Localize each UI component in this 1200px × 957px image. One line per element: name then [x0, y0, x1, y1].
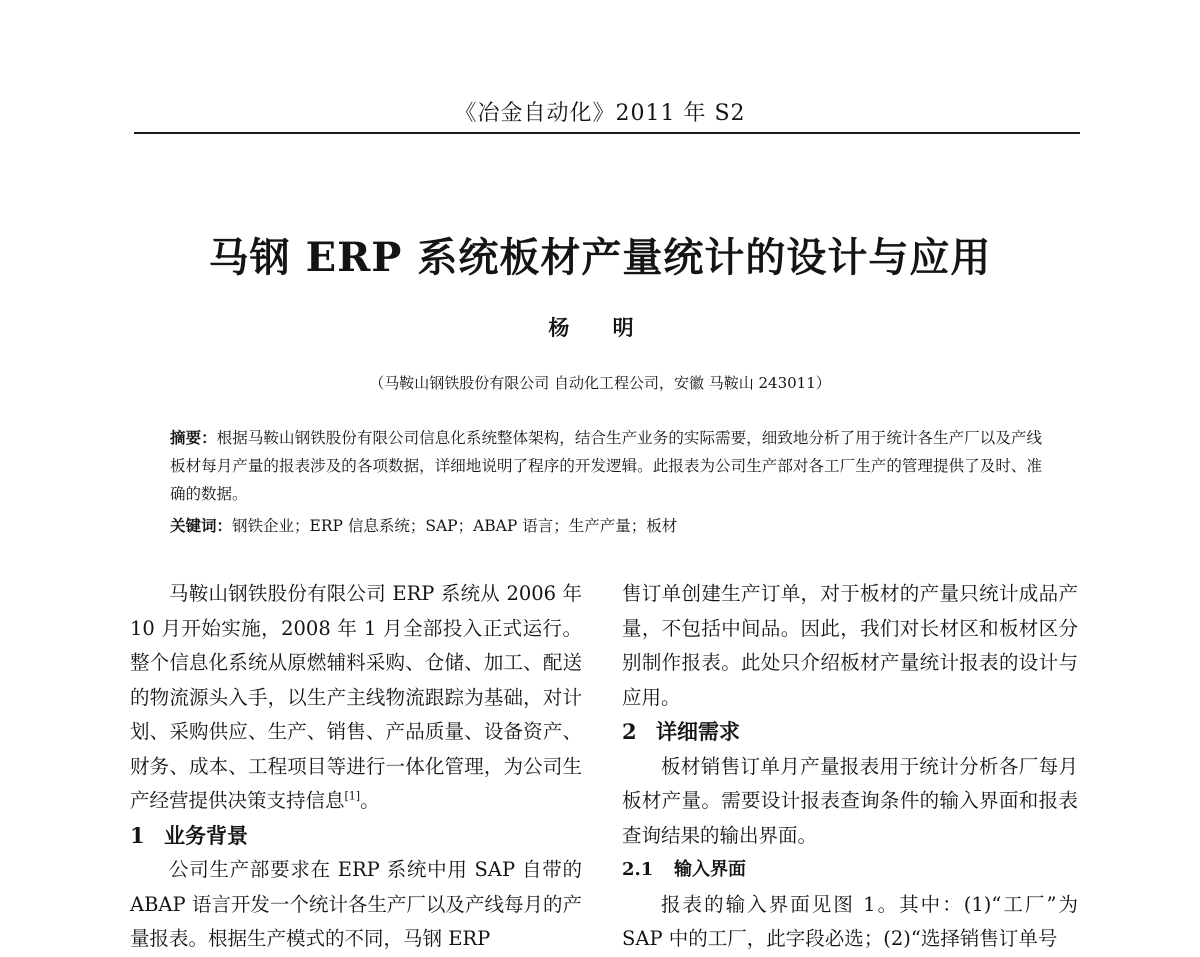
section-2-paragraph: 板材销售订单月产量报表用于统计分析各厂每月板材产量。需要设计报表查询条件的输入界面和报表查询结果的输出界面。	[622, 754, 1078, 847]
citation-ref: [1]	[344, 789, 361, 803]
section-2-1-paragraph: 报表的输入界面见图 1。其中：(1)“工厂”为 SAP 中的工厂，此字段必选；(2)“选择销售订单号	[622, 892, 1078, 950]
section-1-title: 业务背景	[164, 822, 248, 848]
section-2-1-title: 输入界面	[674, 859, 746, 880]
keywords-text: 钢铁企业；ERP 信息系统；SAP；ABAP 语言；生产产量；板材	[232, 517, 678, 535]
abstract	[170, 424, 1042, 508]
intro-paragraph	[130, 577, 582, 819]
intro-text: 马鞍山钢铁股份有限公司 ERP 系统从 2006 年 10 月开始实施，2008 年 1 月全部投入正式运行。整个信息化系统从原燃辅料采购、仓储、加工、配送的物流源头入手，以生产主线物流跟踪为基础，对计划、采购供应、生产、销售、产品质量、设备资产、财务、成本、工程项目等进行一体化管理，为公司生产经营提供决策支持信息	[130, 582, 582, 812]
journal-header: 《冶金自动化》2011 年 S2	[454, 101, 746, 126]
intro-end: 。	[360, 789, 380, 812]
section-1-paragraph: 公司生产部要求在 ERP 系统中用 SAP 自带的 ABAP 语言开发一个统计各生产厂以及产线每月的产量报表。根据生产模式的不同，马钢 ERP	[130, 858, 582, 950]
header-rule	[134, 132, 1080, 134]
author: 杨 明	[548, 315, 652, 340]
section-1-heading	[130, 819, 582, 854]
paper-title: 马钢 ERP 系统板材产量统计的设计与应用	[208, 234, 992, 281]
section-2-1-heading	[622, 853, 1078, 888]
section-2-1-number: 2.1	[622, 859, 654, 880]
right-column	[622, 577, 1078, 957]
keywords	[170, 512, 1042, 540]
left-column	[130, 577, 582, 957]
abstract-text: 根据马鞍山钢铁股份有限公司信息化系统整体架构，结合生产业务的实际需要，细致地分析了用于统计各生产厂以及产线板材每月产量的报表涉及的各项数据，详细地说明了程序的开发逻辑。此报表为公司生产部对各工厂生产的管理提供了及时、准确的数据。	[170, 429, 1042, 503]
section-2-heading	[622, 715, 1078, 750]
abstract-label: 摘要：	[170, 428, 217, 447]
affiliation: （马鞍山钢铁股份有限公司 自动化工程公司，安徽 马鞍山 243011）	[369, 374, 831, 392]
section-2-number: 2	[622, 719, 637, 744]
section-2-title: 详细需求	[656, 719, 740, 744]
continued-paragraph: 售订单创建生产订单，对于板材的产量只统计成品产量，不包括中间品。因此，我们对长材区和板材区分别制作报表。此处只介绍板材产量统计报表的设计与应用。	[622, 582, 1078, 709]
section-1-number: 1	[130, 822, 145, 848]
keywords-label: 关键词：	[170, 516, 233, 535]
